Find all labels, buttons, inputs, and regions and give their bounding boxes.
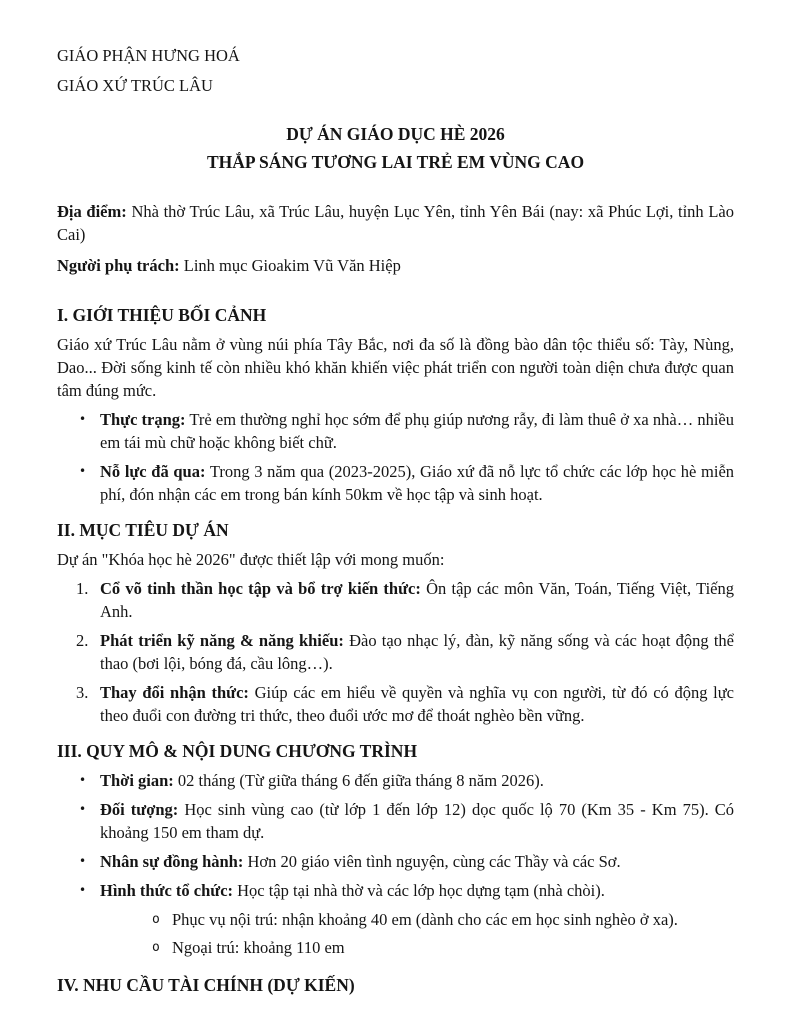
org-block xyxy=(57,44,734,98)
numbered-item xyxy=(57,681,734,727)
section-4-heading: IV. NHU CẦU TÀI CHÍNH (DỰ KIẾN) xyxy=(57,975,355,995)
bullet-marker-icon: • xyxy=(79,883,87,897)
meta-location xyxy=(57,200,734,246)
bullet-item xyxy=(57,408,734,454)
bullet-text: 02 tháng (Từ giữa tháng 6 đến giữa tháng 8 năm 2026). xyxy=(177,771,544,790)
item-number: 3. xyxy=(76,683,89,702)
sub-bullet-text: Ngoại trú: khoảng 110 em xyxy=(172,938,345,957)
bullet-item xyxy=(57,769,734,792)
title-line-1: DỰ ÁN GIÁO DỤC HÈ 2026 xyxy=(286,124,505,144)
title-line-2: THẮP SÁNG TƯƠNG LAI TRẺ EM VÙNG CAO xyxy=(206,152,585,172)
item-text: Giúp các em hiểu về quyền và nghĩa vụ con người, từ đó có động lực theo đuổi con đường tri thức, theo đuổi ước mơ để thoát nghèo bền vững. xyxy=(100,683,734,725)
meta-location-text: Nhà thờ Trúc Lâu, xã Trúc Lâu, huyện Lục Yên, tỉnh Yên Bái (nay: xã Phúc Lợi, tỉnh Lào Cai) xyxy=(57,202,735,244)
sub-bullet-item xyxy=(57,936,734,959)
bullet-item xyxy=(57,460,734,506)
bullet-marker-icon: • xyxy=(79,464,87,478)
sub-bullet-marker-icon: o xyxy=(152,940,160,955)
item-text: Đào tạo nhạc lý, đàn, kỹ năng sống và các hoạt động thể thao (bơi lội, bóng đá, cầu lông…). xyxy=(100,631,734,673)
bullet-item xyxy=(57,798,734,844)
bullet-text: Hơn 20 giáo viên tình nguyện, cùng các Thầy và các Sơ. xyxy=(247,852,621,871)
section-2-heading: II. MỤC TIÊU DỰ ÁN xyxy=(57,520,229,540)
bullet-label: Thời gian: xyxy=(100,771,174,790)
bullet-text: Trong 3 năm qua (2023-2025), Giáo xứ đã nỗ lực tổ chức các lớp học hè miễn phí, đón nhận các em trong bán kính 50km về học tập và sinh hoạt. xyxy=(100,462,735,504)
bullet-label: Nhân sự đồng hành: xyxy=(100,852,244,871)
bullet-item xyxy=(57,850,734,873)
section-2-intro: Dự án "Khóa học hè 2026" được thiết lập với mong muốn: xyxy=(57,550,445,569)
numbered-item xyxy=(57,577,734,623)
bullet-label: Hình thức tổ chức: xyxy=(100,881,234,900)
meta-person-label: Người phụ trách: xyxy=(57,256,180,275)
org-line-diocese: GIÁO PHẬN HƯNG HOÁ xyxy=(57,46,240,65)
item-number: 1. xyxy=(76,579,89,598)
document-title xyxy=(57,120,734,176)
sub-bullet-text: Phục vụ nội trú: nhận khoảng 40 em (dành cho các em học sinh nghèo ở xa). xyxy=(172,910,678,929)
sub-bullet-item xyxy=(57,908,734,931)
meta-location-label: Địa điểm: xyxy=(57,202,127,221)
org-line-parish: GIÁO XỨ TRÚC LÂU xyxy=(57,76,213,95)
numbered-item xyxy=(57,629,734,675)
bullet-text: Học tập tại nhà thờ và các lớp học dựng tạm (nhà chòi). xyxy=(237,881,605,900)
bullet-marker-icon: • xyxy=(79,412,87,426)
meta-person-text: Linh mục Gioakim Vũ Văn Hiệp xyxy=(183,256,401,275)
bullet-label: Nỗ lực đã qua: xyxy=(100,462,206,481)
bullet-marker-icon: • xyxy=(79,773,87,787)
bullet-text: Học sinh vùng cao (từ lớp 1 đến lớp 12) dọc quốc lộ 70 (Km 35 - Km 75). Có khoảng 150 em tham dự. xyxy=(100,800,734,842)
item-label: Phát triển kỹ năng & năng khiếu: xyxy=(100,631,344,650)
section-3-heading: III. QUY MÔ & NỘI DUNG CHƯƠNG TRÌNH xyxy=(57,741,418,761)
sub-bullet-marker-icon: o xyxy=(152,912,160,927)
item-label: Thay đổi nhận thức: xyxy=(100,683,249,702)
bullet-text: Trẻ em thường nghỉ học sớm để phụ giúp nương rẫy, đi làm thuê ở xa nhà… nhiều em tái mù chữ hoặc không biết chữ. xyxy=(100,410,734,452)
bullet-item xyxy=(57,879,734,902)
bullet-marker-icon: • xyxy=(79,802,87,816)
bullet-label: Đối tượng: xyxy=(100,800,179,819)
section-1-heading: I. GIỚI THIỆU BỐI CẢNH xyxy=(57,305,267,325)
item-label: Cổ võ tinh thần học tập và bổ trợ kiến thức: xyxy=(100,579,421,598)
bullet-label: Thực trạng: xyxy=(100,410,186,429)
bullet-marker-icon: • xyxy=(79,854,87,868)
meta-person-in-charge xyxy=(57,254,734,277)
item-text: Ôn tập các môn Văn, Toán, Tiếng Việt, Tiếng Anh. xyxy=(100,579,735,621)
item-number: 2. xyxy=(76,631,89,650)
section-1-paragraph: Giáo xứ Trúc Lâu nằm ở vùng núi phía Tây Bắc, nơi đa số là đồng bào dân tộc thiểu số: Tày, Nùng, Dao... Đời sống kinh tế còn nhiều khó khăn khiến việc phát triển con người toàn diện chưa được quan tâm đúng mức. xyxy=(57,335,734,400)
